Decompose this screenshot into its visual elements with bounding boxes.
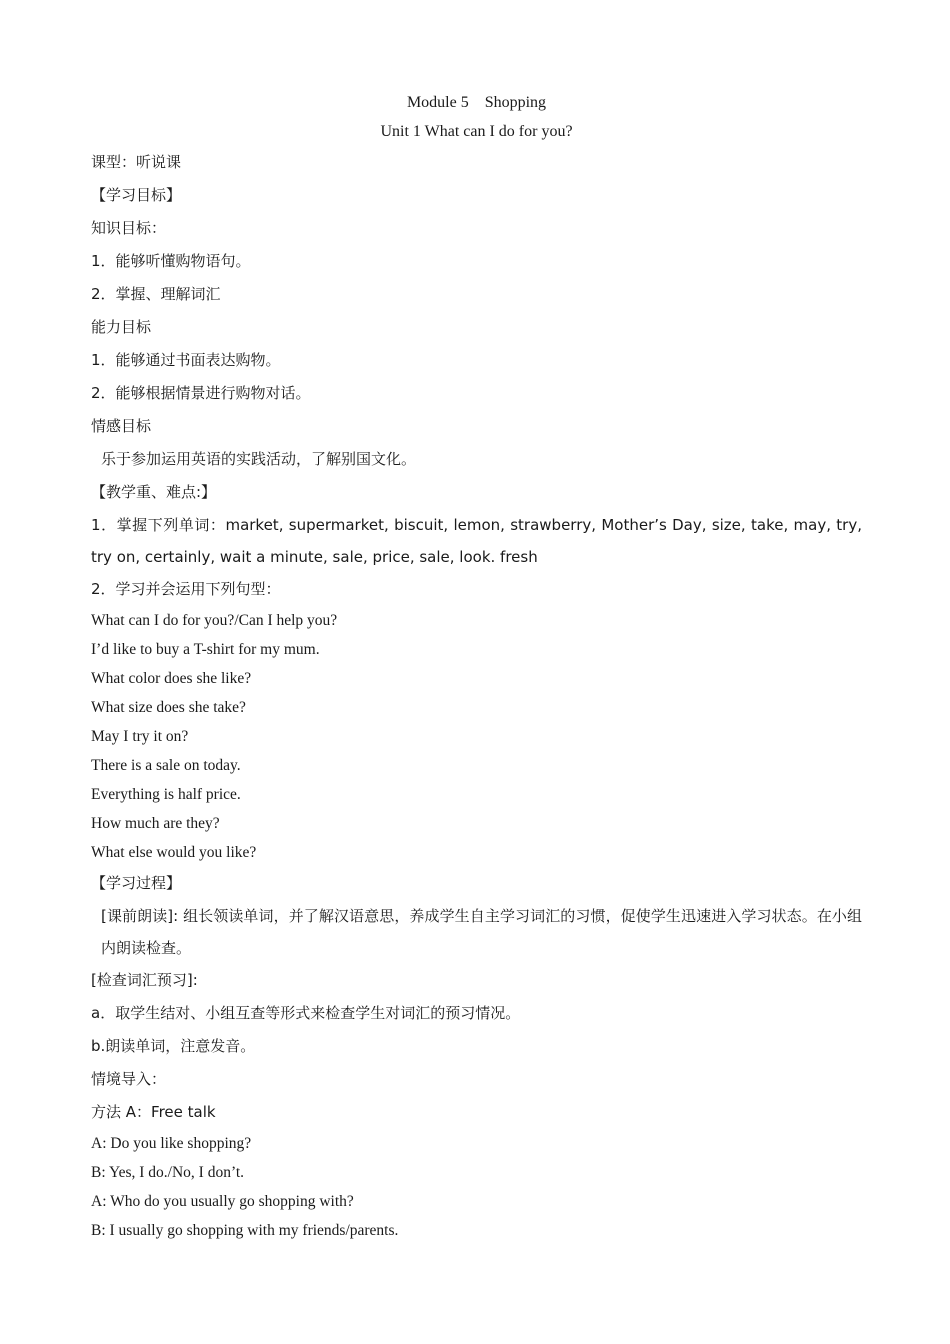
ability-item: 2．能够根据情景进行购物对话。 <box>91 384 311 402</box>
module-title: Module 5 Shopping <box>406 94 547 111</box>
key-points-heading: 【教学重、难点:】 <box>91 483 217 501</box>
sentence-line: What size does she take? <box>91 699 246 716</box>
knowledge-item: 1．能够听懂购物语句。 <box>91 252 251 270</box>
dialogue-line: B: Yes, I do./No, I don’t. <box>91 1164 245 1181</box>
sentence-line: What can I do for you?/Can I help you? <box>91 612 338 629</box>
document-page <box>91 88 862 1245</box>
sentence-heading: 2．学习并会运用下列句型： <box>91 580 281 598</box>
sentence-line: How much are they? <box>91 815 220 832</box>
sentence-line: I’d like to buy a T-shirt for my mum. <box>91 641 320 658</box>
ability-item: 1．能够通过书面表达购物。 <box>91 351 281 369</box>
method-a: 方法 A：Free talk <box>91 1103 216 1121</box>
sentence-line: What else would you like? <box>91 844 257 861</box>
sentence-line: There is a sale on today. <box>91 757 241 774</box>
emotion-text: 乐于参加运用英语的实践活动，了解别国文化。 <box>101 450 417 468</box>
check-heading: [检查词汇预习]: <box>91 971 198 989</box>
dialogue-line: A: Do you like shopping? <box>91 1135 252 1152</box>
process-heading: 【学习过程】 <box>91 874 182 892</box>
check-item: a．取学生结对、小组互查等形式来检查学生对词汇的预习情况。 <box>91 1004 521 1022</box>
knowledge-heading: 知识目标： <box>91 219 167 237</box>
lesson-type: 课型：听说课 <box>91 153 182 171</box>
objectives-heading: 【学习目标】 <box>91 186 182 204</box>
pre-reading: [课前朗读]: 组长领读单词，并了解汉语意思，养成学生自主学习词汇的习惯，促使学生迅速进入学习状态。在小组内朗读检查。 <box>101 907 862 957</box>
dialogue-line: B: I usually go shopping with my friends/parents. <box>91 1222 399 1239</box>
sentence-line: May I try it on? <box>91 728 189 745</box>
sentence-line: Everything is half price. <box>91 786 241 803</box>
dialogue-line: A: Who do you usually go shopping with? <box>91 1193 354 1210</box>
ability-heading: 能力目标 <box>91 318 152 336</box>
sentence-line: What color does she like? <box>91 670 252 687</box>
knowledge-item: 2．掌握、理解词汇 <box>91 285 221 303</box>
check-item: b.朗读单词，注意发音。 <box>91 1037 256 1055</box>
intro-heading: 情境导入： <box>91 1070 167 1088</box>
emotion-heading: 情感目标 <box>91 417 152 435</box>
unit-title: Unit 1 What can I do for you? <box>380 123 573 140</box>
vocab-item: 1．掌握下列单词：market, supermarket, biscuit, lemon, strawberry, Mother’s Day, size, take, may, try, try on, certainly, wait a minute, sale, price, sale, look. fresh <box>91 516 862 566</box>
